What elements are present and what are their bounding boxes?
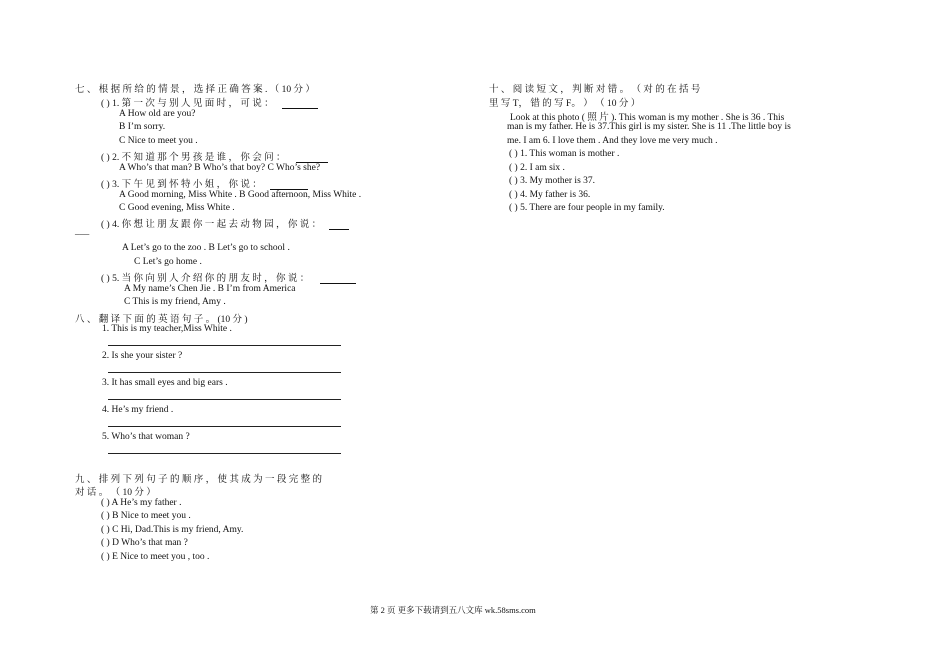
judge-item-4: ( ) 4. My father is 36. — [509, 190, 591, 200]
translate-item-5: 5. Who’s that woman ? — [102, 432, 190, 442]
translate-item-2: 2. Is she your sister ? — [102, 351, 183, 361]
q1-stem — [101, 95, 318, 109]
q2-options: A Who’s that man? B Who’s that boy? C Who’s she? — [119, 163, 321, 173]
answer-blank[interactable] — [270, 180, 308, 190]
judge-item-3: ( ) 3. My mother is 37. — [509, 176, 596, 186]
q5-option-c: C This is my friend, Amy . — [124, 297, 226, 307]
judge-item-5: ( ) 5. There are four people in my family. — [509, 203, 665, 213]
q4-blank-continued: ___ — [75, 227, 90, 237]
dialogue-item-c: ( ) C Hi, Dad.This is my friend, Amy. — [101, 525, 244, 535]
answer-blank[interactable] — [320, 274, 356, 284]
q4-stem — [101, 216, 349, 230]
reading-passage-line-3: me. I am 6. I love them . And they love me very much . — [507, 136, 718, 146]
q1-option-b: B I’m sorry. — [119, 122, 166, 132]
dialogue-item-e: ( ) E Nice to meet you , too . — [101, 552, 210, 562]
translate-item-3: 3. It has small eyes and big ears . — [102, 378, 228, 388]
translate-item-4: 4. He’s my friend . — [102, 405, 174, 415]
section-9-heading-line1: 九 、 排 列 下 列 句 子 的 顺 序 ， 使 其 成 为 一 段 完 整 的 — [75, 475, 323, 485]
reading-passage-line-1: Look at this photo ( 照 片 ). This woman is my mother . She is 36 . This — [510, 113, 785, 123]
dialogue-item-a: ( ) A He’s my father . — [101, 498, 182, 508]
dialogue-item-b: ( ) B Nice to meet you . — [101, 511, 191, 521]
dialogue-item-d: ( ) D Who’s that man ? — [101, 538, 188, 548]
q3-stem-text: ( ) 3. 下 午 见 到 怀 特 小 姐 ， 你 说 ： — [101, 180, 262, 190]
q1-option-c: C Nice to meet you . — [119, 136, 198, 146]
page-footer: 第 2 页 更多下载请到五八文库 wk.58sms.com — [370, 605, 536, 615]
answer-blank[interactable] — [296, 153, 328, 163]
section-10-heading-line1: 十 、 阅 读 短 文 ， 判 断 对 错 。 （ 对 的 在 括 号 — [489, 85, 701, 95]
q4-stem-text: ( ) 4. 你 想 让 朋 友 跟 你 一 起 去 动 物 园 ， 你 说 ： — [101, 220, 322, 230]
q5-options-ab: A My name’s Chen Jie . B I’m from America — [124, 284, 296, 294]
judge-item-1: ( ) 1. This woman is mother . — [509, 149, 620, 159]
section-9-heading-line2: 对 话 。 （ 10 分 ） — [75, 488, 156, 498]
q4-options-ab: A Let’s go to the zoo . B Let’s go to school . — [122, 243, 290, 253]
q3-stem — [101, 176, 308, 190]
q5-stem-text: ( ) 5. 当 你 向 别 人 介 绍 你 的 朋 友 时 ， 你 说 ： — [101, 274, 310, 284]
q3-option-c: C Good evening, Miss White . — [119, 203, 235, 213]
answer-line[interactable] — [108, 372, 341, 373]
answer-line[interactable] — [108, 345, 341, 346]
reading-passage-line-2: man is my father. He is 37.This girl is my sister. She is 11 .The little boy is — [507, 122, 791, 132]
judge-item-2: ( ) 2. I am six . — [509, 163, 565, 173]
answer-blank[interactable] — [329, 220, 349, 230]
answer-line[interactable] — [108, 453, 341, 454]
q3-options-ab: A Good morning, Miss White . B Good afternoon, Miss White . — [119, 190, 362, 200]
section-7-heading: 七 、 根 据 所 给 的 情 景 ， 选 择 正 确 答 案 . （ 10 分 ） — [75, 85, 315, 95]
translate-item-1: 1. This is my teacher,Miss White . — [102, 324, 232, 334]
answer-line[interactable] — [108, 426, 341, 427]
answer-blank[interactable] — [282, 99, 318, 109]
section-8-heading: 八 、 翻 译 下 面 的 英 语 句 子 。 (10 分 ) — [75, 315, 248, 325]
q5-stem — [101, 270, 356, 284]
section-10-heading-line2: 里 写 T， 错 的 写 F。 ） （ 10 分 ） — [489, 99, 641, 109]
q4-option-c: C Let’s go home . — [134, 257, 202, 267]
q2-stem-text: ( ) 2. 不 知 道 那 个 男 孩 是 谁 ， 你 会 问 ： — [101, 153, 286, 163]
answer-line[interactable] — [108, 399, 341, 400]
q2-stem — [101, 149, 328, 163]
q1-option-a: A How old are you? — [119, 109, 196, 119]
q1-stem-text: ( ) 1. 第 一 次 与 别 人 见 面 时 ， 可 说 ： — [101, 99, 274, 109]
